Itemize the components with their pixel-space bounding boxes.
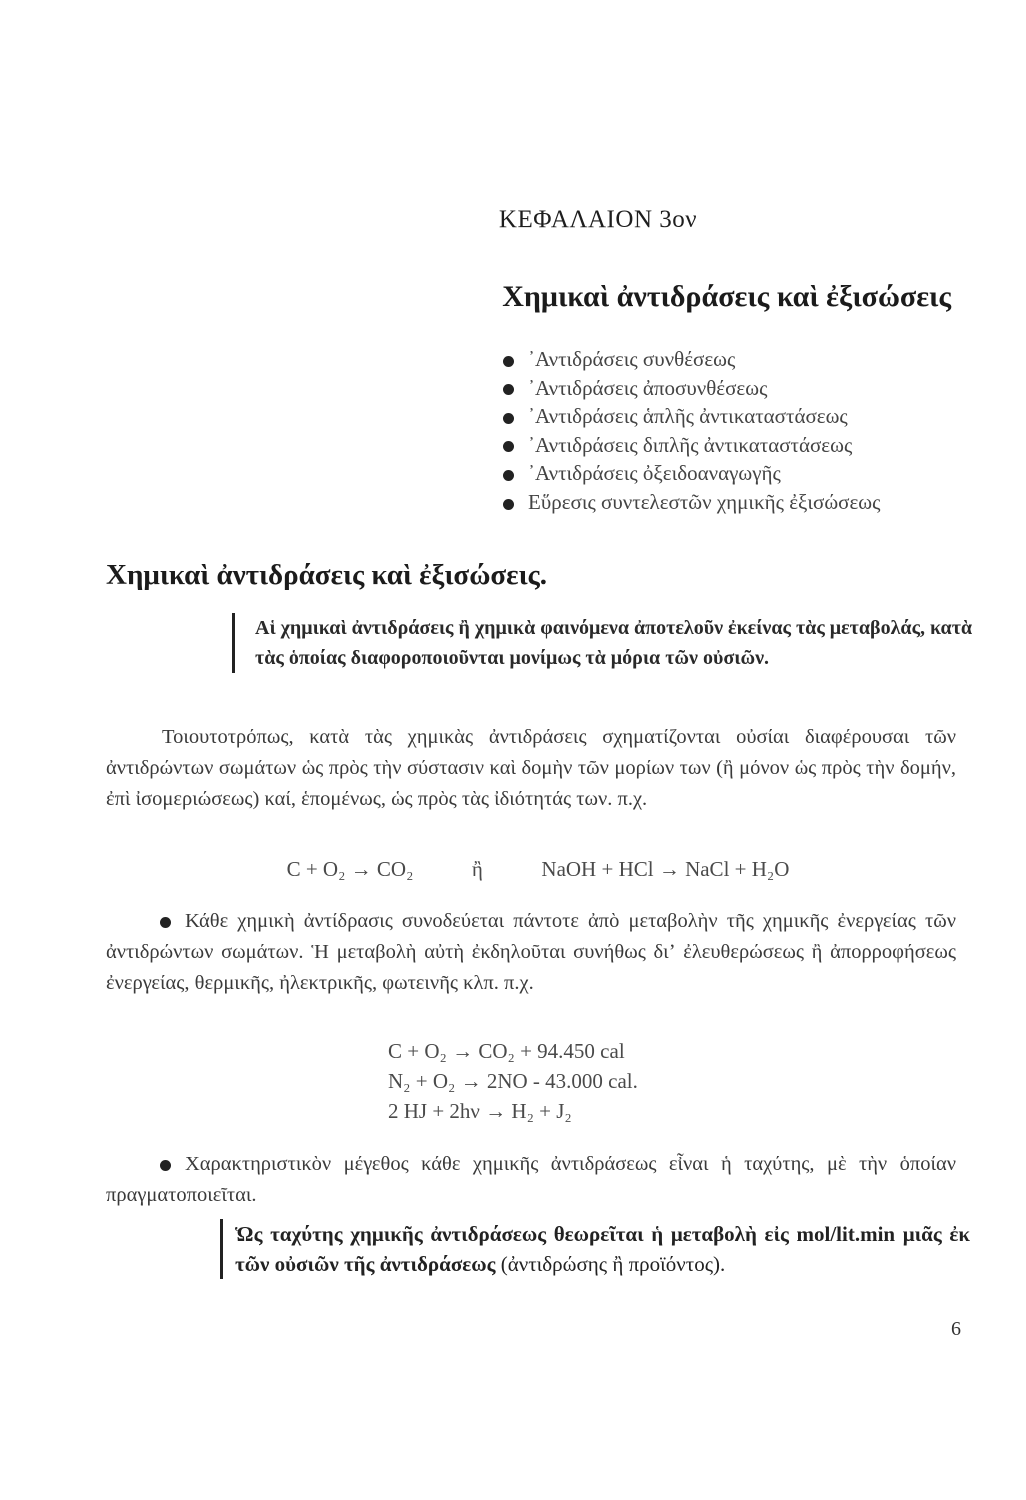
- rate-definition-box: [220, 1219, 970, 1279]
- main-heading: Χημικαὶ ἀντιδράσεις καὶ ἐξισώσεις: [502, 280, 951, 313]
- section-heading: Χημικαὶ ἀντιδράσεις καὶ ἐξισώσεις.: [106, 559, 548, 591]
- list-item-label: ᾽Αντιδράσεις συνθέσεως: [528, 347, 736, 371]
- equation-left: C + O₂ → CO₂: [286, 857, 414, 881]
- bullet-icon: [503, 356, 514, 367]
- list-item-label: ᾽Αντιδράσεις ἁπλῆς ἀντικαταστάσεως: [528, 404, 848, 429]
- chapter-title: [0, 206, 1026, 234]
- bullet-icon: [160, 1160, 171, 1171]
- list-item: [503, 374, 880, 403]
- list-item-label: ᾽Αντιδράσεις ὀξειδοαναγωγῆς: [528, 461, 781, 486]
- list-item: [503, 431, 880, 460]
- list-item: [503, 488, 880, 517]
- chapter-label: ΚΕΦΑΛΑΙΟΝ 3ον: [498, 206, 698, 233]
- list-item: [503, 402, 880, 431]
- equation-line: [0, 857, 1026, 882]
- paragraph-rate-text: Χαρακτηριστικὸν μέγεθος κάθε χημικῆς ἀντιδράσεως εἶναι ἡ ταχύτης, μὲ τὴν ὁποίαν πραγματοποιεῖται.: [106, 1153, 956, 1206]
- paragraph-rate: [106, 1149, 956, 1211]
- bullet-icon: [503, 441, 514, 452]
- paragraph-energy-text: Κάθε χημικὴ ἀντίδρασις συνοδεύεται πάντοτε ἀπὸ μεταβολὴν τῆς χημικῆς ἐνεργείας τῶν ἀντιδρώντων σωμάτων. Ἡ μεταβολὴ αὐτὴ ἐκδηλοῦται συνήθως διʼ ἐλευθερώσεως ἢ ἀπορροφήσεως ἐνεργείας, θερμικῆς, ἠλεκτρικῆς, φωτεινῆς κλπ. π.χ.: [106, 910, 956, 994]
- definition-box: Αἱ χημικαὶ ἀντιδράσεις ἢ χημικὰ φαινόμενα ἀποτελοῦν ἐκείνας τὰς μεταβολάς, κατὰ τὰς ὁποίας διαφοροποιοῦνται μονίμως τὰ μόρια τῶν οὐσιῶν.: [232, 613, 977, 673]
- equation: C + O₂ → CO₂ + 94.450 cal: [388, 1039, 625, 1063]
- list-item: [503, 345, 880, 374]
- equation-right: NaOH + HCl → NaCl + H₂O: [541, 857, 790, 881]
- equation: N₂ + O₂ → 2NO - 43.000 cal.: [388, 1069, 638, 1093]
- list-item-label: ᾽Αντιδράσεις διπλῆς ἀντικαταστάσεως: [528, 432, 853, 457]
- equation: 2 HJ + 2hν → H₂ + J₂: [388, 1099, 572, 1123]
- paragraph-intro: Τοιουτοτρόπως, κατὰ τὰς χημικὰς ἀντιδράσεις σχηματίζονται οὐσίαι διαφέρουσαι τῶν ἀντιδρώντων σωμάτων ὡς πρὸς τὴν σύστασιν καὶ δομὴν τῶν μορίων των (ἢ μόνον ὡς πρὸς τὴν δομήν, ἐπὶ ἰσομεριώσεως) καί, ἑπομένως, ὡς πρὸς τὰς ἰδιότητάς των. π.χ.: [106, 726, 956, 810]
- rate-definition-bold: Ὡς ταχύτης χημικῆς ἀντιδράσεως θεωρεῖται ἡ μεταβολὴ εἰς mol/lit.min μιᾶς ἐκ τῶν οὐσιῶν τῆς ἀντιδράσεως: [235, 1222, 970, 1276]
- paragraph-energy: [106, 906, 956, 999]
- list-item: [503, 459, 880, 488]
- bullet-icon: [503, 384, 514, 395]
- bullet-icon: [160, 917, 171, 928]
- bullet-icon: [503, 470, 514, 481]
- list-item-label: Εὕρεσις συντελεστῶν χημικῆς ἐξισώσεως: [528, 489, 881, 514]
- equations-block: [388, 1036, 638, 1126]
- topics-list: [503, 345, 880, 517]
- bullet-icon: [503, 413, 514, 424]
- list-item-label: ᾽Αντιδράσεις ἀποσυνθέσεως: [528, 375, 768, 400]
- bullet-icon: [503, 499, 514, 510]
- rate-definition-regular: (ἀντιδρώσης ἢ προϊόντος).: [500, 1252, 726, 1276]
- equation-connector: ἢ: [471, 857, 483, 881]
- page-number: 6: [951, 1318, 961, 1340]
